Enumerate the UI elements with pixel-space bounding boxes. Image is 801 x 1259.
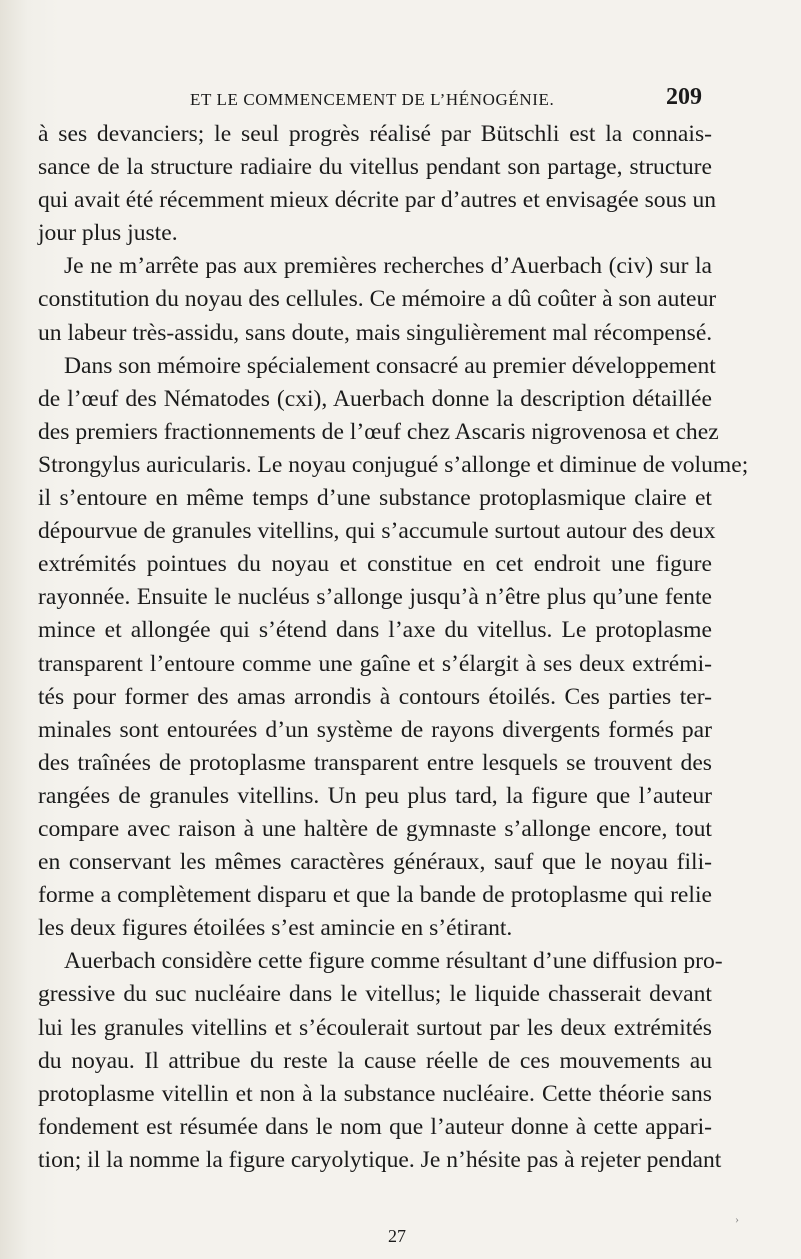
- running-head: [190, 84, 702, 114]
- text-line: forme a complètement disparu et que la bande de protoplasme qui relie: [38, 882, 712, 909]
- text-line: constitution du noyau des cellules. Ce mémoire a dû coûter à son auteur: [38, 286, 717, 313]
- text-line: Auerbach considère cette figure comme résultant d’une diffusion pro-: [64, 948, 723, 975]
- text-line: fondement est résumée dans le nom que l’auteur donne à cette appari-: [38, 1113, 712, 1140]
- text-line: Dans son mémoire spécialement consacré au premier développement: [64, 352, 716, 379]
- margin-mark: ›: [735, 1212, 739, 1226]
- text-line: les deux figures étoilées s’est amincie en s’étirant.: [38, 915, 513, 942]
- text-line: Strongylus auricularis. Le noyau conjugué s’allonge et diminue de volume;: [38, 451, 749, 478]
- page-number: 209: [666, 84, 702, 110]
- text-line: gressive du suc nucléaire dans le vitellus; le liquide chasserait devant: [38, 981, 712, 1008]
- text-line: transparent l’entoure comme une gaîne et s’élargit à ses deux extrémi-: [38, 650, 712, 677]
- text-line: extrémités pointues du noyau et constitue en cet endroit une figure: [38, 551, 712, 578]
- text-line: minales sont entourées d’un système de rayons divergents formés par: [38, 716, 712, 743]
- signature-mark: 27: [388, 1226, 406, 1246]
- text-line: il s’entoure en même temps d’une substance protoplasmique claire et: [38, 485, 712, 512]
- text-line: des traînées de protoplasme transparent entre lesquels se trouvent des: [38, 749, 712, 776]
- text-line: tion; il la nomme la figure caryolytique. Je n’hésite pas à rejeter pendant: [38, 1146, 722, 1173]
- text-line: de l’œuf des Nématodes (cxi), Auerbach donne la description détaillée: [38, 385, 712, 412]
- text-line: dépourvue de granules vitellins, qui s’accumule surtout autour des deux: [38, 518, 716, 545]
- text-line: des premiers fractionnements de l’œuf chez Ascaris nigrovenosa et chez: [38, 418, 719, 445]
- text-line: tés pour former des amas arrondis à contours étoilés. Ces parties ter-: [38, 683, 712, 710]
- text-line: à ses devanciers; le seul progrès réalisé par Bütschli est la connais-: [38, 121, 712, 147]
- text-line: lui les granules vitellins et s’écoulerait surtout par les deux extrémités: [38, 1014, 712, 1041]
- text-line: en conservant les mêmes caractères généraux, sauf que le noyau fili-: [38, 849, 712, 876]
- text-line: jour plus juste.: [38, 220, 178, 247]
- text-line: compare avec raison à une haltère de gymnaste s’allonge encore, tout: [38, 815, 712, 842]
- text-line: un labeur très-assidu, sans doute, mais singulièrement mal récompensé.: [38, 319, 713, 346]
- text-line: du noyau. Il attribue du reste la cause réelle de ces mouvements au: [38, 1047, 712, 1074]
- text-line: Je ne m’arrête pas aux premières recherches d’Auerbach (civ) sur la: [64, 253, 712, 280]
- text-line: sance de la structure radiaire du vitellus pendant son partage, structure: [38, 154, 712, 181]
- text-line: protoplasme vitellin et non à la substance nucléaire. Cette théorie sans: [38, 1080, 712, 1107]
- body-text: [38, 118, 749, 1177]
- text-line: mince et allongée qui s’étend dans l’axe du vitellus. Le protoplasme: [38, 617, 712, 644]
- text-line: qui avait été récemment mieux décrite par d’autres et envisagée sous un: [38, 187, 717, 214]
- running-head-title: ET LE COMMENCEMENT DE L’HÉNOGÉNIE.: [190, 90, 555, 109]
- text-line: rayonnée. Ensuite le nucléus s’allonge jusqu’à n’être plus qu’une fente: [38, 584, 712, 611]
- text-line: rangées de granules vitellins. Un peu plus tard, la figure que l’auteur: [38, 782, 712, 809]
